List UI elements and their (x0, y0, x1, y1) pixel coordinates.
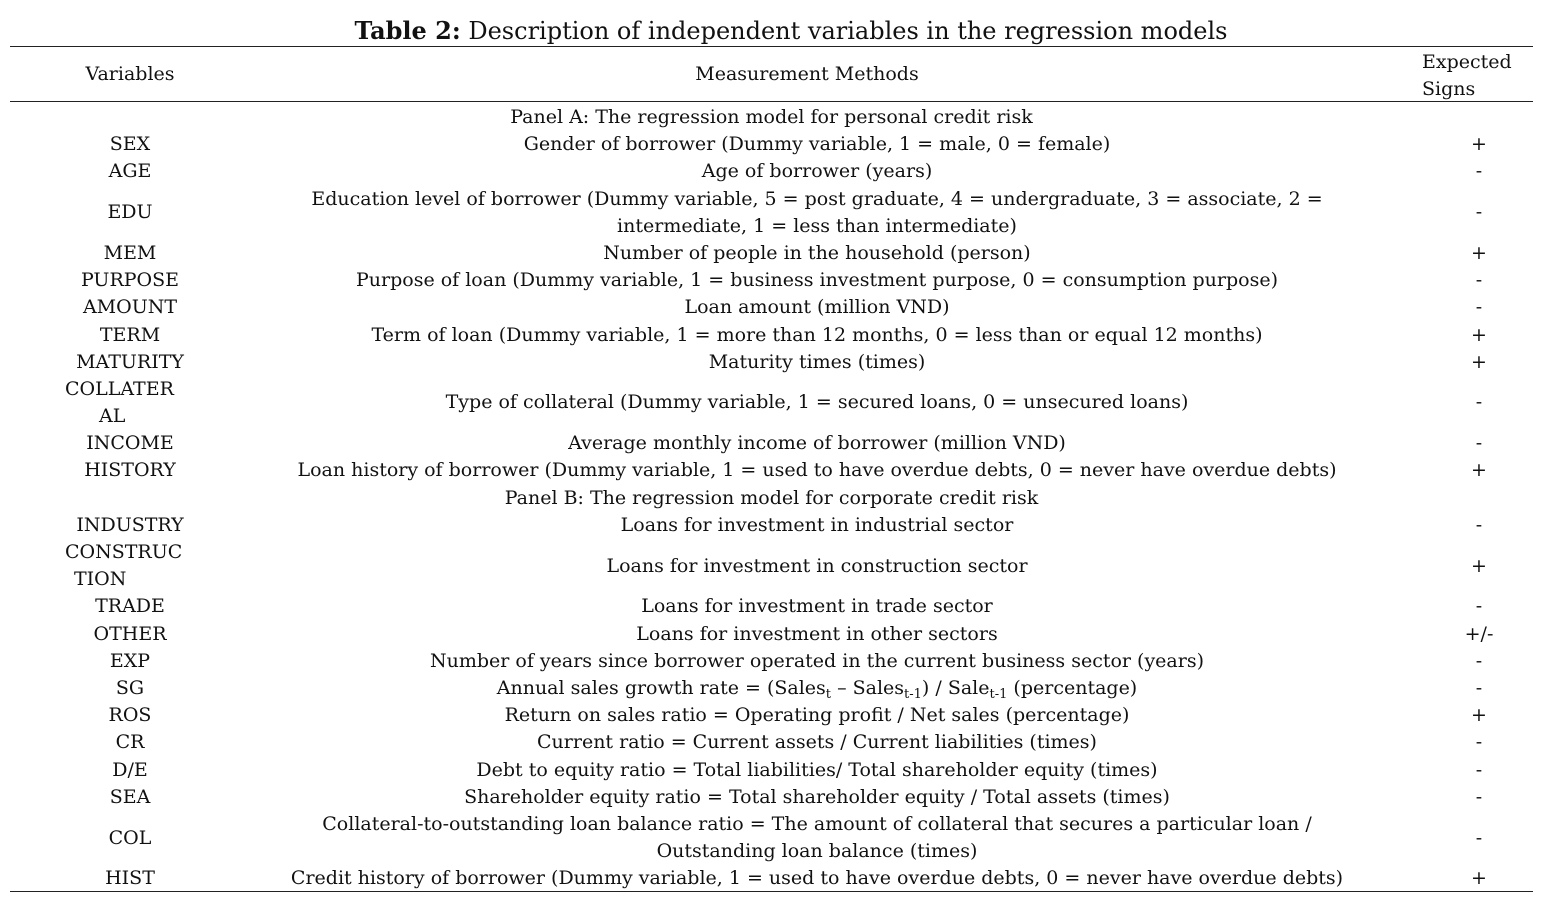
measurement-cell: Debt to equity ratio = Total liabilities/ Total shareholder equity (times) (476, 758, 1158, 781)
measurement-cell: Loans for investment in industrial sector (620, 513, 1014, 536)
table-row (10, 865, 1533, 892)
sign-cell: + (1471, 323, 1487, 346)
measurement-cell: Education level of borrower (Dummy variable, 5 = post graduate, 4 = undergraduate, 3 = associate, 2 = intermediate, 1 = less than intermediate) (311, 187, 1323, 237)
sign-cell: + (1471, 133, 1487, 156)
variable-cell: SEX (109, 133, 151, 156)
variable-cell: HIST (105, 867, 155, 890)
variable-cell: PURPOSE (80, 269, 179, 292)
variable-cell: EXP (109, 649, 151, 672)
table-row (10, 294, 1533, 321)
measurement-cell: Shareholder equity ratio = Total shareholder equity / Total assets (times) (464, 785, 1170, 808)
header-expected-signs (1422, 49, 1532, 103)
variable-cell: ROS (108, 704, 152, 727)
table-row (10, 512, 1533, 539)
measurement-cell: Purpose of loan (Dummy variable, 1 = business investment purpose, 0 = consumption purpose) (355, 269, 1278, 292)
sign-cell: - (1475, 649, 1483, 672)
header-measurement: Measurement Methods (695, 63, 919, 85)
variable-cell: HISTORY (84, 459, 176, 482)
sign-cell: - (1475, 432, 1483, 455)
sign-cell: + (1471, 241, 1487, 264)
table-row (10, 593, 1533, 620)
sign-cell: - (1475, 296, 1483, 319)
measurement-cell: Return on sales ratio = Operating profit / Net sales (percentage) (504, 704, 1130, 727)
sg-formula-c: ) / Sale (921, 676, 990, 699)
panel-b-title-row (10, 485, 1533, 512)
header-expected-line1: Expected (1422, 51, 1512, 73)
table-row (10, 729, 1533, 756)
variable-line1: COLLATER (65, 377, 174, 400)
sign-cell: - (1475, 160, 1483, 183)
variable-line2: AL (99, 405, 126, 428)
variable-line1: CONSTRUC (65, 541, 183, 564)
sign-cell: - (1475, 201, 1483, 224)
sg-formula-sub1: t (825, 686, 832, 702)
variable-cell: MEM (103, 241, 157, 264)
sign-cell: - (1475, 391, 1483, 414)
variable-cell: OTHER (93, 622, 167, 645)
table-row (10, 240, 1533, 267)
measurement-cell: Loans for investment in other sectors (636, 622, 998, 645)
measurement-cell: Term of loan (Dummy variable, 1 = more than 12 months, 0 = less than or equal 12 months) (371, 323, 1263, 346)
variable-cell-wrapped (65, 376, 195, 430)
table-title-text: Description of independent variables in the regression models (460, 17, 1228, 45)
sign-cell: - (1475, 758, 1483, 781)
panel-a-title: Panel A: The regression model for personal credit risk (510, 106, 1033, 128)
sg-formula-sub2: t-1 (904, 686, 922, 702)
measurement-cell: Maturity times (times) (708, 350, 926, 373)
variable-cell: CR (115, 731, 145, 754)
table-row (10, 349, 1533, 376)
sign-cell: + (1471, 554, 1487, 577)
table-row (10, 648, 1533, 675)
panel-b-title: Panel B: The regression model for corporate credit risk (504, 486, 1039, 509)
sign-cell: + (1471, 867, 1487, 890)
top-rule (10, 46, 1533, 47)
table-row (10, 322, 1533, 349)
sign-cell: - (1475, 731, 1483, 754)
measurement-cell: Gender of borrower (Dummy variable, 1 = male, 0 = female) (523, 133, 1111, 156)
variable-cell: SG (115, 676, 145, 699)
variable-line2: TION (74, 568, 127, 591)
table-row (10, 757, 1533, 784)
sign-cell: - (1475, 676, 1483, 699)
table-row (10, 675, 1533, 702)
measurement-cell: Average monthly income of borrower (million VND) (568, 432, 1066, 455)
measurement-cell: Current ratio = Current assets / Current liabilities (times) (537, 731, 1097, 754)
sign-cell: - (1475, 513, 1483, 536)
bottom-rule (10, 891, 1533, 892)
variable-cell: MATURITY (76, 350, 184, 373)
variable-cell: D/E (112, 758, 148, 781)
table-row (10, 811, 1533, 865)
variable-cell (10, 539, 250, 593)
measurement-cell: Type of collateral (Dummy variable, 1 = secured loans, 0 = unsecured loans) (445, 391, 1189, 414)
variable-cell (10, 376, 250, 430)
measurement-cell: Credit history of borrower (Dummy variable, 1 = used to have overdue debts, 0 = never have overdue debts) (290, 867, 1344, 890)
measurement-cell (250, 675, 1384, 702)
table-title (0, 14, 1542, 48)
measurement-cell: Loans for investment in construction sector (606, 554, 1028, 577)
table-row (10, 702, 1533, 729)
sign-cell: - (1475, 785, 1483, 808)
table-row (10, 784, 1533, 811)
variable-cell: COL (108, 826, 152, 849)
table-body (10, 104, 1533, 893)
sg-formula-sub3: t-1 (989, 686, 1008, 702)
variable-cell: AGE (108, 160, 152, 183)
table-row (10, 430, 1533, 457)
table-row (10, 376, 1533, 430)
table-row (10, 267, 1533, 294)
table-row (10, 539, 1533, 593)
variable-cell: SEA (109, 785, 151, 808)
sign-cell: + (1471, 459, 1487, 482)
sign-cell: - (1475, 269, 1483, 292)
sg-formula-b: – Sales (831, 676, 905, 699)
sign-cell: + (1471, 704, 1487, 727)
table-row (10, 186, 1533, 240)
measurement-cell: Loans for investment in trade sector (641, 595, 993, 618)
sign-cell: + (1471, 350, 1487, 373)
measurement-cell: Loan history of borrower (Dummy variable, 1 = used to have overdue debts, 0 = never have overdue debts) (297, 459, 1337, 482)
variable-cell: EDU (107, 201, 153, 224)
sg-formula-a: Annual sales growth rate = (Sales (496, 676, 826, 699)
table-row (10, 131, 1533, 158)
sg-formula-d: (percentage) (1007, 676, 1138, 699)
variable-cell: INDUSTRY (76, 513, 184, 536)
measurement-cell: Number of people in the household (person) (603, 241, 1031, 264)
variable-cell: TERM (99, 323, 161, 346)
table-row (10, 621, 1533, 648)
sign-cell: +/- (1464, 622, 1494, 645)
table-title-label: Table 2: (354, 16, 461, 45)
header-variables: Variables (85, 63, 175, 85)
variable-cell: AMOUNT (82, 296, 178, 319)
measurement-cell: Loan amount (million VND) (684, 296, 950, 319)
header-rule (10, 101, 1533, 102)
table-row (10, 457, 1533, 484)
variable-cell: TRADE (95, 595, 165, 618)
variable-cell: INCOME (86, 432, 174, 455)
measurement-cell: Number of years since borrower operated in the current business sector (years) (429, 649, 1204, 672)
panel-a-title-row (10, 104, 1533, 131)
header-expected-line2: Signs (1422, 78, 1476, 100)
table-row (10, 158, 1533, 185)
variable-cell-wrapped (65, 539, 195, 593)
sign-cell: - (1475, 595, 1483, 618)
measurement-cell: Collateral-to-outstanding loan balance ratio = The amount of collateral that secures a particular loan / Outstanding loan balance (times) (322, 812, 1312, 863)
sign-cell: - (1475, 826, 1483, 849)
measurement-cell: Age of borrower (years) (701, 160, 933, 183)
